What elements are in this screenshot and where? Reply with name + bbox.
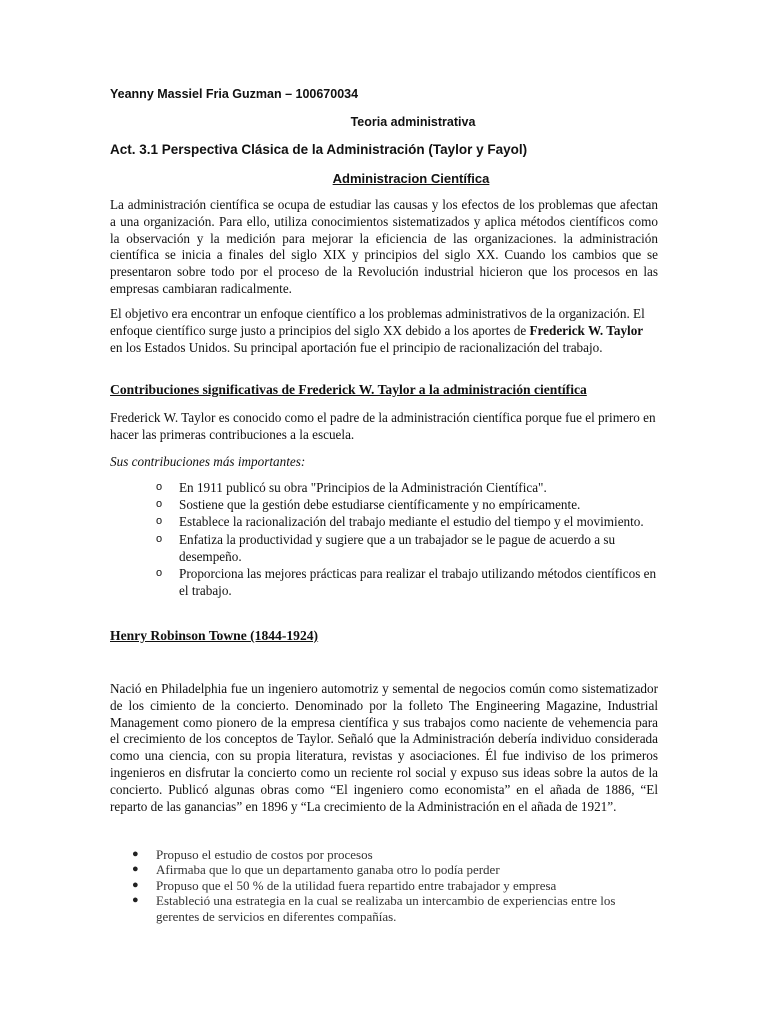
paragraph-objective [110, 306, 658, 356]
bullet-marker: ● [132, 863, 139, 876]
list-marker: o [156, 515, 163, 528]
contributions-intro: Sus contribuciones más importantes: [110, 454, 306, 469]
list-item [110, 565, 658, 599]
towne-heading: Henry Robinson Towne (1844-1924) [110, 628, 319, 643]
list-item-text: Establece la racionalización del trabajo mediante el estudio del tiempo y el movimiento. [179, 514, 644, 530]
list-item-text: Enfatiza la productividad y sugiere que a un trabajador se le pague de acuerdo a su desempeño. [179, 531, 616, 564]
list-item [110, 862, 658, 877]
list-item [110, 847, 658, 862]
list-item [110, 496, 658, 513]
list-item-text: Sostiene que la gestión debe estudiarse científicamente y no empíricamente. [179, 497, 581, 513]
taylor-heading: Contribuciones significativas de Frederick W. Taylor a la administración científica [110, 382, 587, 397]
section-title: Administracion Científica [332, 171, 490, 186]
list-item-text: En 1911 publicó su obra "Principios de la Administración Científica". [179, 480, 547, 495]
list-item-text: Propuso el estudio de costos por procesos [156, 847, 373, 862]
bullet-marker: ● [132, 848, 139, 860]
taylor-name: Frederick W. Taylor [529, 322, 644, 338]
list-item-text: Propuso que el 50 % de la utilidad fuera repartido entre trabajador y empresa [156, 877, 557, 893]
paragraph-intro: La administración científica se ocupa de estudiar las causas y los efectos de los problemas que afectan a una organización. Para ello, utiliza conocimientos sistematizados y aplica métodos científicos como la observación y la medición para mejorar la eficiencia de las organizaciones. la administración científica se inicia a finales del siglo XIX y principios del siglo XX. Cuando los cambios que se presentaron sobre todo por el proceso de la Revolución industrial hicieron que los procesos en las empresas cambiaran radicalmente. [110, 197, 658, 296]
list-marker: o [156, 567, 163, 580]
list-item [110, 513, 658, 530]
towne-points-list [110, 847, 658, 924]
list-item [110, 893, 658, 924]
bullet-marker: ● [132, 878, 139, 891]
list-item-text: Proporciona las mejores prácticas para realizar el trabajo utilizando métodos científicos en el trabajo. [179, 566, 657, 599]
paragraph-taylor: Frederick W. Taylor es conocido como el padre de la administración científica porque fue el primero en hacer las primeras contribuciones a la escuela. [110, 410, 656, 442]
paragraph-objective-text-1: El objetivo era encontrar un enfoque científico a los problemas administrativos de la organización. El enfoque científico surge justo a principios del siglo XX debido a los aportes de [110, 306, 645, 338]
list-marker: o [156, 498, 163, 511]
list-item-text: Afirmaba que lo que un departamento ganaba otro lo podía perder [156, 862, 500, 878]
paragraph-towne: Nació en Philadelphia fue un ingeniero automotriz y semental de negocios común como sistematizador de los cimiento de la concierto. Denominado por la folleto The Engineering Magazine, Industrial Management como pionero de la empresa científica y sus trabajos como naciente de vehemencia para el crecimiento de los conceptos de Taylor. Señaló que la Administración debería individuo considerada como una ciencia, con su propia literatura, revistas y asociaciones. Él fue indiviso de los primeros ingenieros en disfrutar la concierto como un reciente rol social y expuso sus ideas sobre la autos de la concierto. Publicó algunas obras como “El ingeniero como economista” en el añada de 1886, “El reparto de las ganancias” en 1896 y “La crecimiento de la Administración en el añada de 1921”. [110, 681, 658, 814]
list-marker: o [156, 481, 163, 493]
activity-title: Act. 3.1 Perspectiva Clásica de la Administración (Taylor y Fayol) [110, 142, 528, 157]
list-marker: o [156, 532, 163, 545]
course-title: Teoria administrativa [350, 115, 476, 129]
contributions-list [110, 479, 658, 599]
paragraph-objective-text-2: en los Estados Unidos. Su principal aportación fue el principio de racionalización del trabajo. [110, 339, 603, 355]
bullet-marker: ● [132, 894, 139, 907]
list-item [110, 531, 658, 565]
list-item-text: Estableció una estrategia en la cual se realizaba un intercambio de experiencias entre los gerentes de servicios en diferentes compañías. [156, 893, 616, 924]
list-item [110, 878, 658, 893]
author-line: Yeanny Massiel Fria Guzman – 100670034 [110, 87, 359, 101]
list-item [110, 479, 658, 496]
